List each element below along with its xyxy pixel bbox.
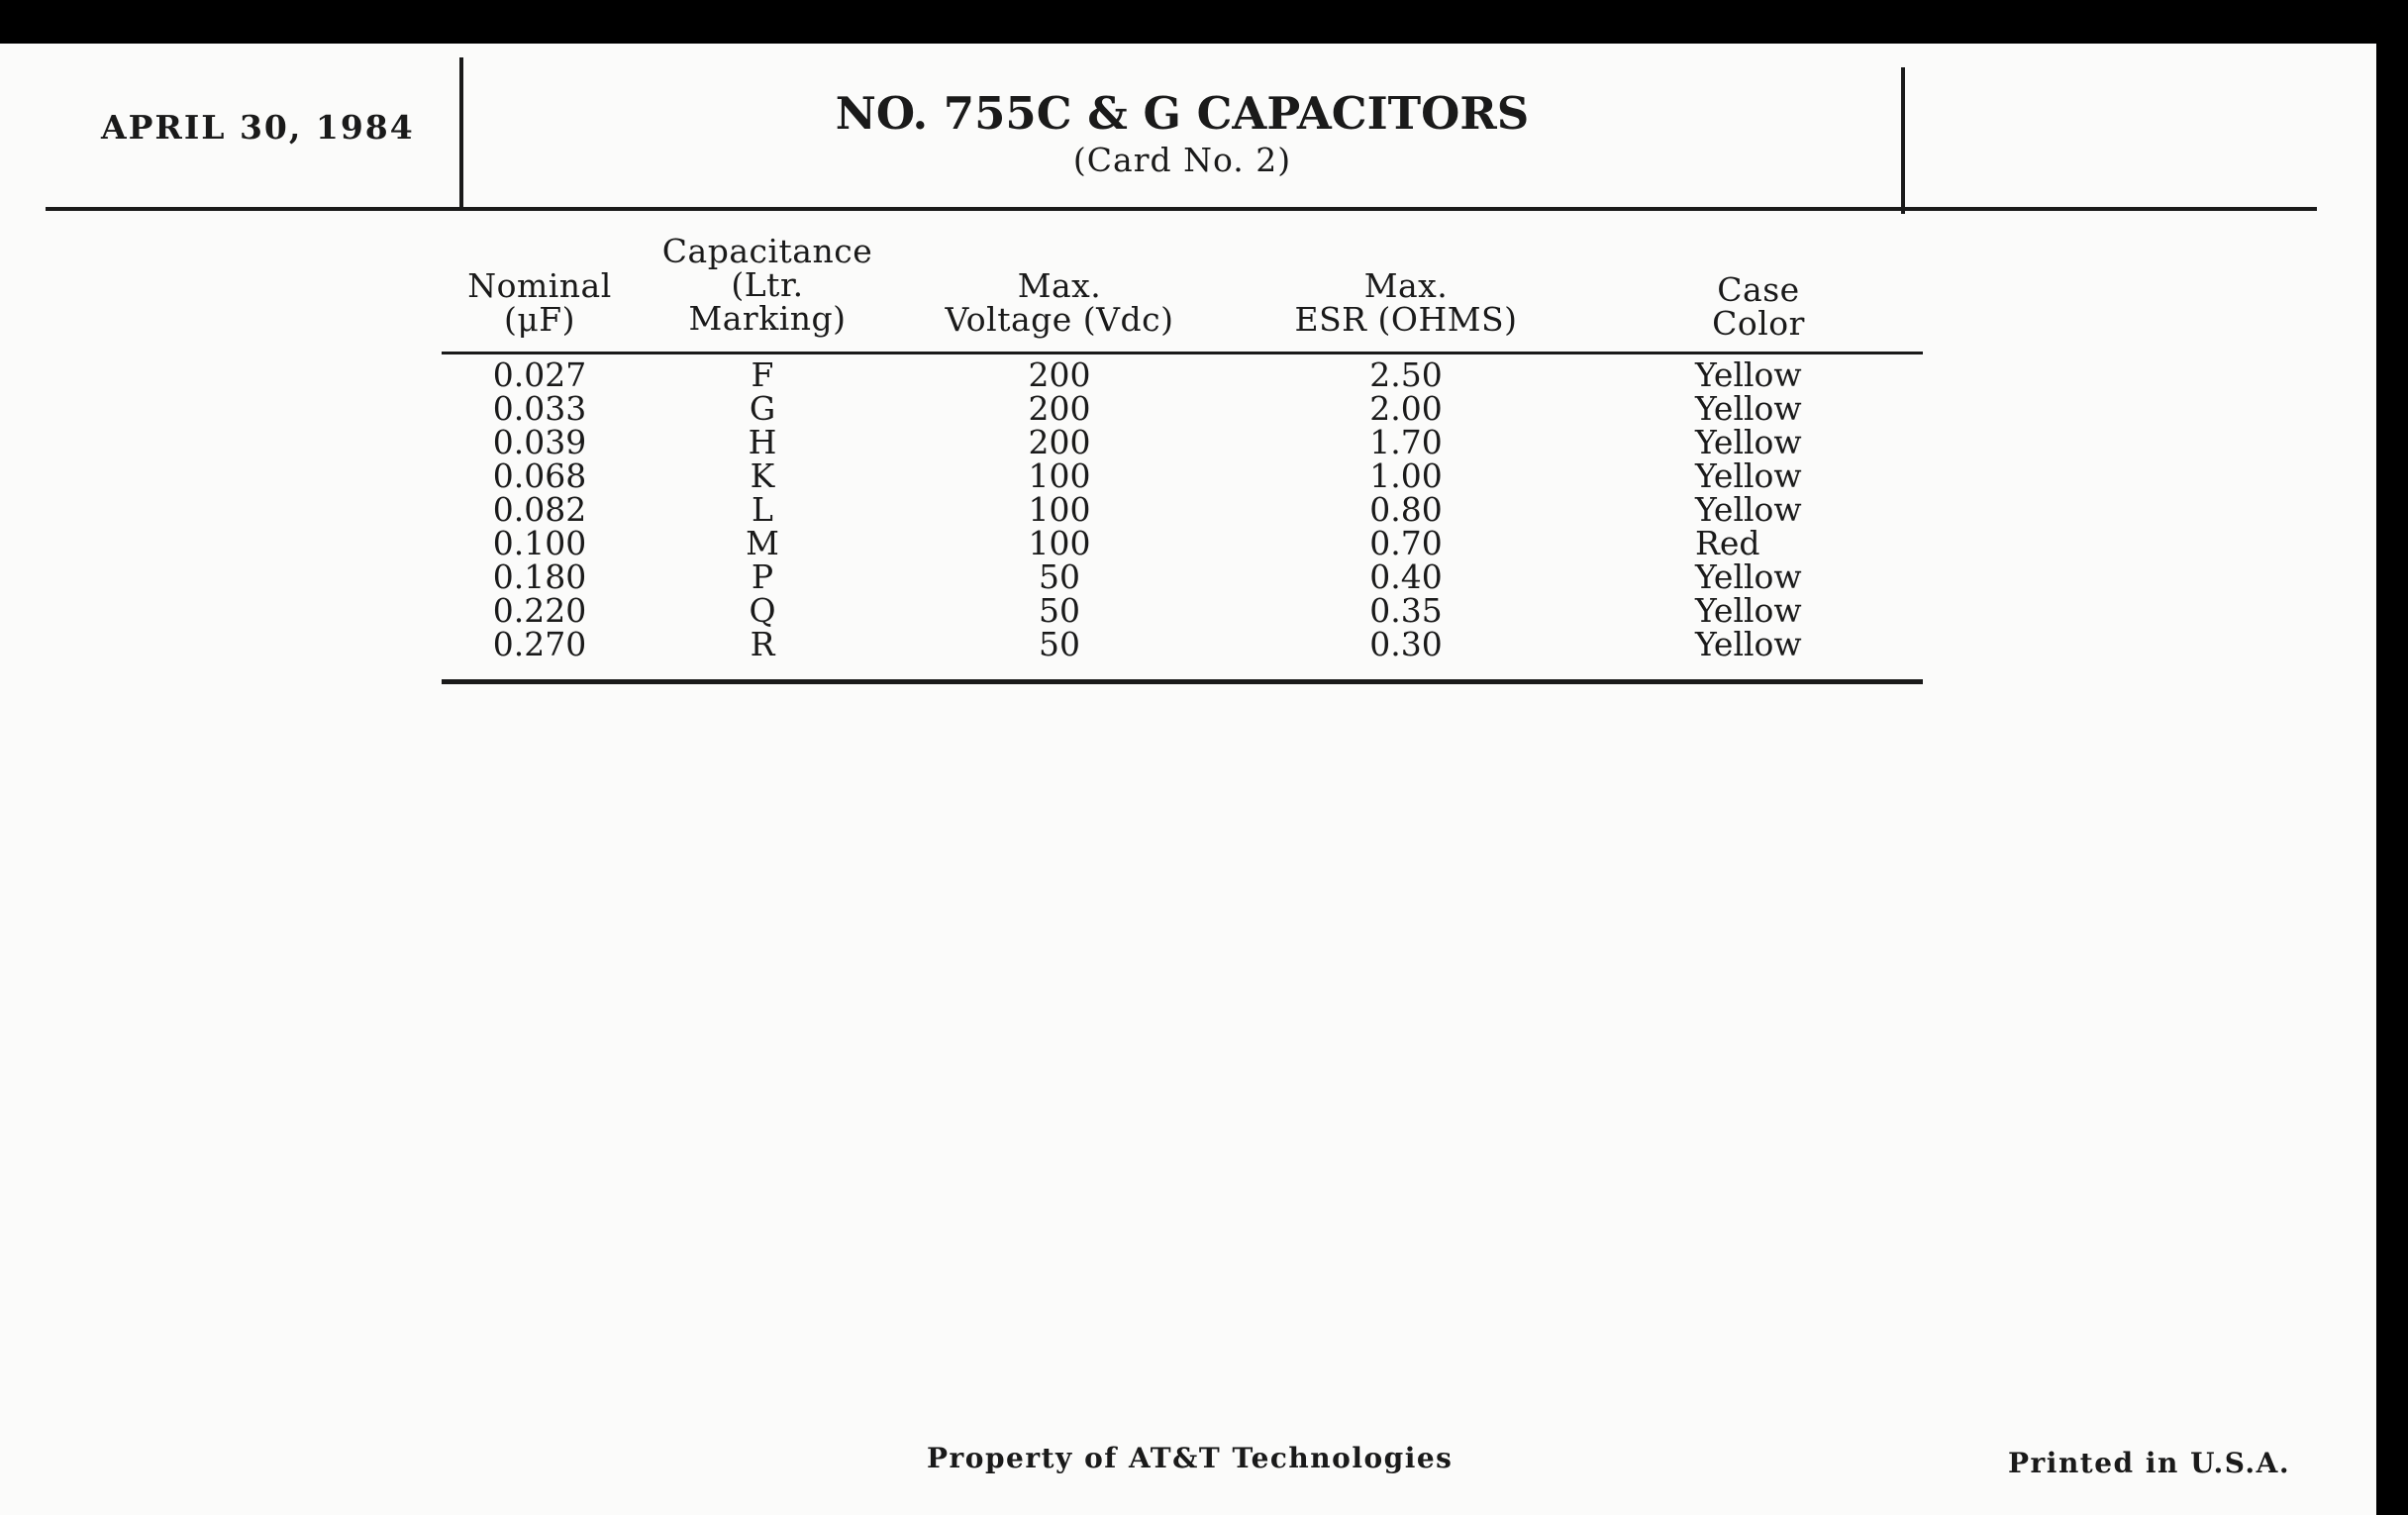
column-max-voltage — [960, 355, 1158, 663]
table-cell: H — [748, 423, 777, 461]
column-nominal — [436, 355, 644, 663]
table-cell: 50 — [1039, 625, 1080, 663]
table-cell: 0.180 — [492, 557, 587, 596]
table-cell: Yellow — [1695, 423, 1802, 461]
column-header-voltage: Max. Voltage (Vdc) — [945, 266, 1174, 339]
table-cell: Yellow — [1695, 557, 1802, 596]
table-cell: Yellow — [1695, 389, 1802, 428]
table-cell: 0.027 — [492, 355, 587, 394]
table-cell: Yellow — [1695, 355, 1802, 394]
property-notice: Property of AT&T Technologies — [927, 1442, 1454, 1474]
column-header-capacitance: Capacitance (Ltr. Marking) — [661, 232, 873, 338]
table-cell: 100 — [1028, 456, 1091, 495]
document-card — [0, 44, 2376, 1515]
table-cell: 100 — [1028, 524, 1091, 562]
table-cell: Yellow — [1695, 625, 1802, 663]
table-cell: 0.35 — [1369, 591, 1443, 630]
table-cell: 2.50 — [1369, 355, 1443, 394]
column-letter-marking — [683, 355, 842, 663]
column-header-nominal: Nominal (μF) — [467, 266, 612, 339]
table-cell: Yellow — [1695, 591, 1802, 630]
document-date: APRIL 30, 1984 — [101, 108, 415, 147]
table-cell: G — [749, 389, 776, 428]
table-cell: R — [750, 625, 775, 663]
table-cell: 50 — [1039, 557, 1080, 596]
table-cell: M — [746, 524, 779, 562]
table-header-rule — [442, 352, 1923, 354]
table-cell: Yellow — [1695, 490, 1802, 529]
column-max-esr — [1307, 355, 1505, 663]
table-cell: 0.100 — [492, 524, 587, 562]
table-cell: 0.270 — [492, 625, 587, 663]
table-cell: P — [751, 557, 774, 596]
table-cell: 0.082 — [492, 490, 587, 529]
table-cell: Yellow — [1695, 456, 1802, 495]
table-cell: 0.70 — [1369, 524, 1443, 562]
table-cell: 0.220 — [492, 591, 587, 630]
table-cell: 1.70 — [1369, 423, 1443, 461]
table-cell: 200 — [1028, 389, 1091, 428]
table-cell: K — [750, 456, 775, 495]
table-cell: 2.00 — [1369, 389, 1443, 428]
table-cell: L — [752, 490, 773, 529]
table-cell: 0.033 — [492, 389, 587, 428]
table-cell: 0.068 — [492, 456, 587, 495]
table-cell: 100 — [1028, 490, 1091, 529]
header-right-divider — [1901, 67, 1905, 214]
table-cell: 200 — [1028, 423, 1091, 461]
table-cell: 50 — [1039, 591, 1080, 630]
column-case-color — [1695, 355, 1992, 663]
table-cell: 0.80 — [1369, 490, 1443, 529]
table-cell: 200 — [1028, 355, 1091, 394]
table-cell: Q — [749, 591, 776, 630]
table-cell: 0.30 — [1369, 625, 1443, 663]
table-cell: Red — [1695, 524, 1760, 562]
table-cell: 0.039 — [492, 423, 587, 461]
card-number: (Card No. 2) — [1072, 141, 1292, 179]
table-cell: 0.40 — [1369, 557, 1443, 596]
table-cell: 1.00 — [1369, 456, 1443, 495]
column-header-case-color: Case Color — [1712, 270, 1805, 343]
table-cell: F — [751, 355, 774, 394]
table-bottom-rule — [442, 679, 1923, 684]
header-bottom-rule — [46, 207, 2317, 211]
printed-notice: Printed in U.S.A. — [2008, 1447, 2291, 1479]
page-title: NO. 755C & G CAPACITORS — [835, 87, 1530, 140]
column-header-esr: Max. ESR (OHMS) — [1294, 266, 1518, 339]
